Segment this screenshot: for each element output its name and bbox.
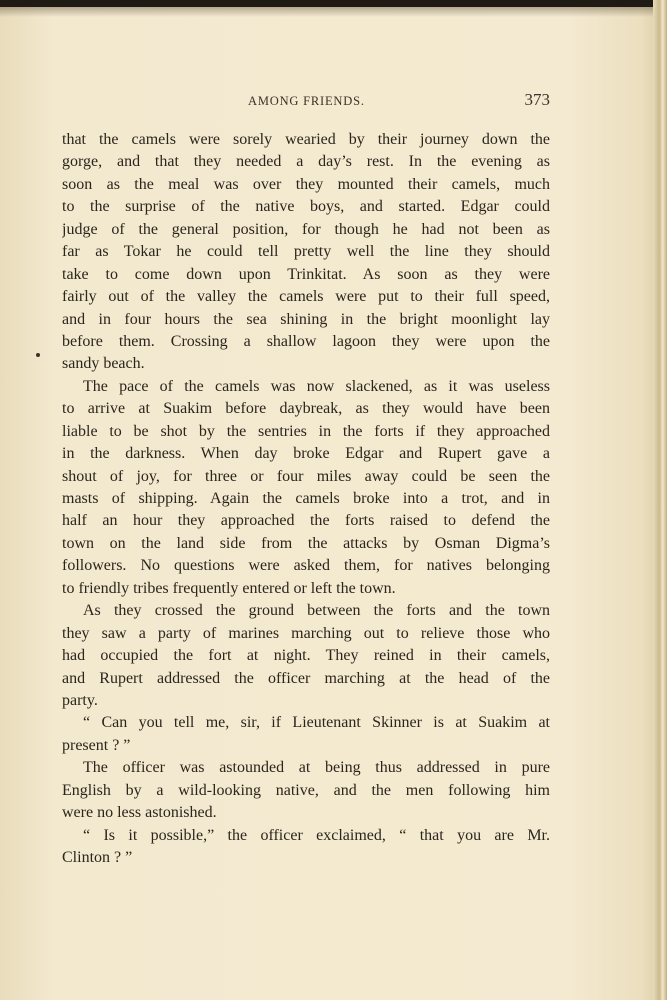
text-line: to the surprise of the native boys, and started. Edgar could [62, 198, 550, 216]
text-line: before them. Crossing a shallow lagoon they were upon the [62, 332, 550, 350]
text-line: The officer was astounded at being thus addressed in pure [83, 759, 550, 777]
page-right-edge [653, 0, 667, 1000]
page-number: 373 [524, 90, 550, 109]
text-line: English by a wild-looking native, and the men following him [62, 781, 550, 799]
text-line: in the darkness. When day broke Edgar and Rupert gave a [62, 445, 550, 463]
text-line: and in four hours the sea shining in the bright moonlight lay [62, 310, 550, 328]
text-line: masts of shipping. Again the camels broke into a trot, and in [62, 490, 550, 507]
text-line: had occupied the fort at night. They reined in their camels, [62, 647, 550, 665]
text-line: “ Is it possible,” the officer exclaimed, “ that you are Mr. [83, 826, 550, 844]
text-line: fairly out of the valley the camels were put to their full speed, [62, 288, 550, 306]
text-line: were no less astonished. [62, 804, 217, 822]
text-line: town on the land side from the attacks by Osman Digma’s [62, 534, 550, 552]
text-line: half an hour they approached the forts raised to defend the [62, 512, 550, 530]
text-line: that the camels were sorely wearied by their journey down the [62, 131, 550, 148]
text-line: far as Tokar he could tell pretty well the line they should [62, 243, 550, 261]
text-line: “ Can you tell me, sir, if Lieutenant Skinner is at Suakim at [83, 714, 550, 732]
text-line: Clinton ? ” [62, 849, 133, 866]
text-line: soon as the meal was over they mounted their camels, much [62, 175, 550, 193]
text-line: The pace of the camels was now slackened, as it was useless [83, 377, 550, 395]
running-title: AMONG FRIENDS. [248, 94, 365, 108]
text-line: they saw a party of marines marching out to relieve those who [62, 624, 550, 642]
text-line: to friendly tribes frequently entered or left the town. [62, 579, 396, 597]
text-line: gorge, and that they needed a day’s rest. In the evening as [62, 153, 550, 171]
page-header [62, 90, 550, 114]
text-line: As they crossed the ground between the forts and the town [83, 602, 550, 620]
text-line: party. [62, 691, 98, 709]
page-top-shadow [0, 7, 667, 17]
text-line: liable to be shot by the sentries in the forts if they approached [62, 422, 550, 440]
scan-top-border [0, 0, 667, 7]
text-line: take to come down upon Trinkitat. As soon as they were [62, 265, 550, 283]
text-line: to arrive at Suakim before daybreak, as they would have been [62, 400, 550, 418]
body-text [62, 129, 550, 869]
text-line: and Rupert addressed the officer marching at the head of the [62, 669, 550, 687]
text-line: followers. No questions were asked them, for natives belonging [62, 557, 550, 575]
ink-fleck [36, 353, 40, 357]
text-line: judge of the general position, for though he had not been as [62, 220, 550, 238]
text-line: sandy beach. [62, 355, 145, 373]
text-line: shout of joy, for three or four miles away could be seen the [62, 467, 550, 485]
text-line: present ? ” [62, 736, 131, 754]
